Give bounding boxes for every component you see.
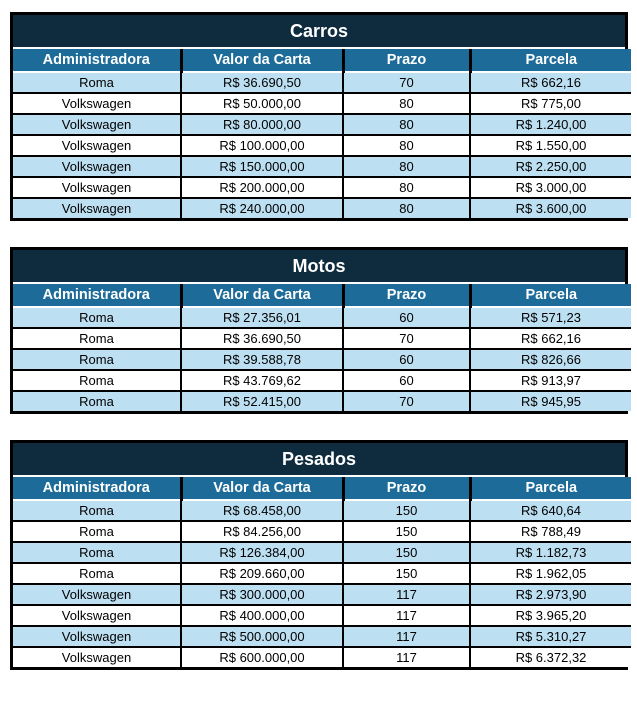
cell-parcela: R$ 5.310,27	[470, 626, 631, 647]
cell-parcela: R$ 2.973,90	[470, 584, 631, 605]
cell-parcela: R$ 3.965,20	[470, 605, 631, 626]
table-row	[13, 156, 631, 177]
cell-prazo: 150	[343, 500, 470, 521]
cell-administradora: Volkswagen	[13, 93, 181, 114]
cell-parcela: R$ 2.250,00	[470, 156, 631, 177]
header-row	[13, 284, 631, 307]
table-title-carros: Carros	[13, 15, 625, 49]
table-row	[13, 328, 631, 349]
cell-administradora: Volkswagen	[13, 605, 181, 626]
table-row	[13, 521, 631, 542]
cell-parcela: R$ 662,16	[470, 72, 631, 93]
cell-prazo: 80	[343, 114, 470, 135]
cell-parcela: R$ 775,00	[470, 93, 631, 114]
cell-prazo: 80	[343, 177, 470, 198]
column-header-parcela: Parcela	[470, 477, 631, 500]
cell-prazo: 80	[343, 156, 470, 177]
table-row	[13, 605, 631, 626]
cell-prazo: 70	[343, 328, 470, 349]
cell-administradora: Roma	[13, 370, 181, 391]
cell-administradora: Volkswagen	[13, 135, 181, 156]
table-row	[13, 563, 631, 584]
table-row	[13, 307, 631, 328]
table-row	[13, 135, 631, 156]
column-header-administradora: Administradora	[13, 284, 181, 307]
table-row	[13, 114, 631, 135]
table-row	[13, 584, 631, 605]
column-header-administradora: Administradora	[13, 477, 181, 500]
cell-parcela: R$ 6.372,32	[470, 647, 631, 667]
data-table-motos	[13, 284, 631, 411]
table-row	[13, 542, 631, 563]
cell-parcela: R$ 1.962,05	[470, 563, 631, 584]
header-row	[13, 49, 631, 72]
header-row	[13, 477, 631, 500]
data-table-pesados	[13, 477, 631, 667]
column-header-prazo: Prazo	[343, 477, 470, 500]
table-row	[13, 177, 631, 198]
table-row	[13, 349, 631, 370]
table-row	[13, 647, 631, 667]
cell-valor-da-carta: R$ 300.000,00	[181, 584, 343, 605]
cell-prazo: 70	[343, 391, 470, 411]
column-header-prazo: Prazo	[343, 49, 470, 72]
cell-administradora: Roma	[13, 391, 181, 411]
data-table-carros	[13, 49, 631, 218]
cell-valor-da-carta: R$ 50.000,00	[181, 93, 343, 114]
cell-parcela: R$ 788,49	[470, 521, 631, 542]
column-header-valor-da-carta: Valor da Carta	[181, 477, 343, 500]
table-row	[13, 93, 631, 114]
cell-parcela: R$ 1.240,00	[470, 114, 631, 135]
cell-valor-da-carta: R$ 27.356,01	[181, 307, 343, 328]
cell-valor-da-carta: R$ 100.000,00	[181, 135, 343, 156]
cell-prazo: 80	[343, 198, 470, 218]
cell-prazo: 150	[343, 563, 470, 584]
cell-parcela: R$ 571,23	[470, 307, 631, 328]
cell-administradora: Volkswagen	[13, 114, 181, 135]
table-row	[13, 626, 631, 647]
table-row	[13, 370, 631, 391]
cell-prazo: 150	[343, 542, 470, 563]
cell-valor-da-carta: R$ 400.000,00	[181, 605, 343, 626]
column-header-parcela: Parcela	[470, 49, 631, 72]
cell-administradora: Roma	[13, 328, 181, 349]
cell-valor-da-carta: R$ 600.000,00	[181, 647, 343, 667]
cell-valor-da-carta: R$ 36.690,50	[181, 328, 343, 349]
cell-administradora: Volkswagen	[13, 626, 181, 647]
column-header-prazo: Prazo	[343, 284, 470, 307]
cell-valor-da-carta: R$ 36.690,50	[181, 72, 343, 93]
cell-administradora: Roma	[13, 500, 181, 521]
cell-parcela: R$ 945,95	[470, 391, 631, 411]
cell-parcela: R$ 1.550,00	[470, 135, 631, 156]
cell-administradora: Volkswagen	[13, 198, 181, 218]
cell-prazo: 70	[343, 72, 470, 93]
table-row	[13, 198, 631, 218]
cell-administradora: Roma	[13, 521, 181, 542]
cell-parcela: R$ 662,16	[470, 328, 631, 349]
cell-administradora: Volkswagen	[13, 156, 181, 177]
table-row	[13, 391, 631, 411]
column-header-valor-da-carta: Valor da Carta	[181, 49, 343, 72]
cell-prazo: 80	[343, 93, 470, 114]
cell-parcela: R$ 1.182,73	[470, 542, 631, 563]
cell-parcela: R$ 826,66	[470, 349, 631, 370]
cell-administradora: Volkswagen	[13, 584, 181, 605]
cell-administradora: Roma	[13, 307, 181, 328]
cell-parcela: R$ 3.000,00	[470, 177, 631, 198]
cell-administradora: Roma	[13, 563, 181, 584]
cell-valor-da-carta: R$ 240.000,00	[181, 198, 343, 218]
cell-valor-da-carta: R$ 84.256,00	[181, 521, 343, 542]
cell-valor-da-carta: R$ 68.458,00	[181, 500, 343, 521]
cell-prazo: 60	[343, 349, 470, 370]
cell-valor-da-carta: R$ 500.000,00	[181, 626, 343, 647]
cell-prazo: 60	[343, 307, 470, 328]
cell-valor-da-carta: R$ 52.415,00	[181, 391, 343, 411]
cell-valor-da-carta: R$ 126.384,00	[181, 542, 343, 563]
cell-administradora: Roma	[13, 542, 181, 563]
cell-valor-da-carta: R$ 39.588,78	[181, 349, 343, 370]
column-header-administradora: Administradora	[13, 49, 181, 72]
price-table-motos	[10, 247, 628, 414]
table-title-pesados: Pesados	[13, 443, 625, 477]
column-header-valor-da-carta: Valor da Carta	[181, 284, 343, 307]
cell-prazo: 150	[343, 521, 470, 542]
cell-prazo: 117	[343, 605, 470, 626]
cell-administradora: Volkswagen	[13, 647, 181, 667]
cell-prazo: 60	[343, 370, 470, 391]
cell-valor-da-carta: R$ 209.660,00	[181, 563, 343, 584]
table-row	[13, 72, 631, 93]
cell-valor-da-carta: R$ 150.000,00	[181, 156, 343, 177]
cell-parcela: R$ 640,64	[470, 500, 631, 521]
cell-prazo: 117	[343, 647, 470, 667]
cell-prazo: 117	[343, 626, 470, 647]
price-table-pesados	[10, 440, 628, 670]
cell-valor-da-carta: R$ 80.000,00	[181, 114, 343, 135]
cell-parcela: R$ 3.600,00	[470, 198, 631, 218]
table-row	[13, 500, 631, 521]
cell-prazo: 117	[343, 584, 470, 605]
cell-administradora: Roma	[13, 72, 181, 93]
cell-parcela: R$ 913,97	[470, 370, 631, 391]
cell-valor-da-carta: R$ 43.769,62	[181, 370, 343, 391]
cell-administradora: Roma	[13, 349, 181, 370]
table-title-motos: Motos	[13, 250, 625, 284]
cell-administradora: Volkswagen	[13, 177, 181, 198]
cell-prazo: 80	[343, 135, 470, 156]
column-header-parcela: Parcela	[470, 284, 631, 307]
cell-valor-da-carta: R$ 200.000,00	[181, 177, 343, 198]
price-table-carros	[10, 12, 628, 221]
